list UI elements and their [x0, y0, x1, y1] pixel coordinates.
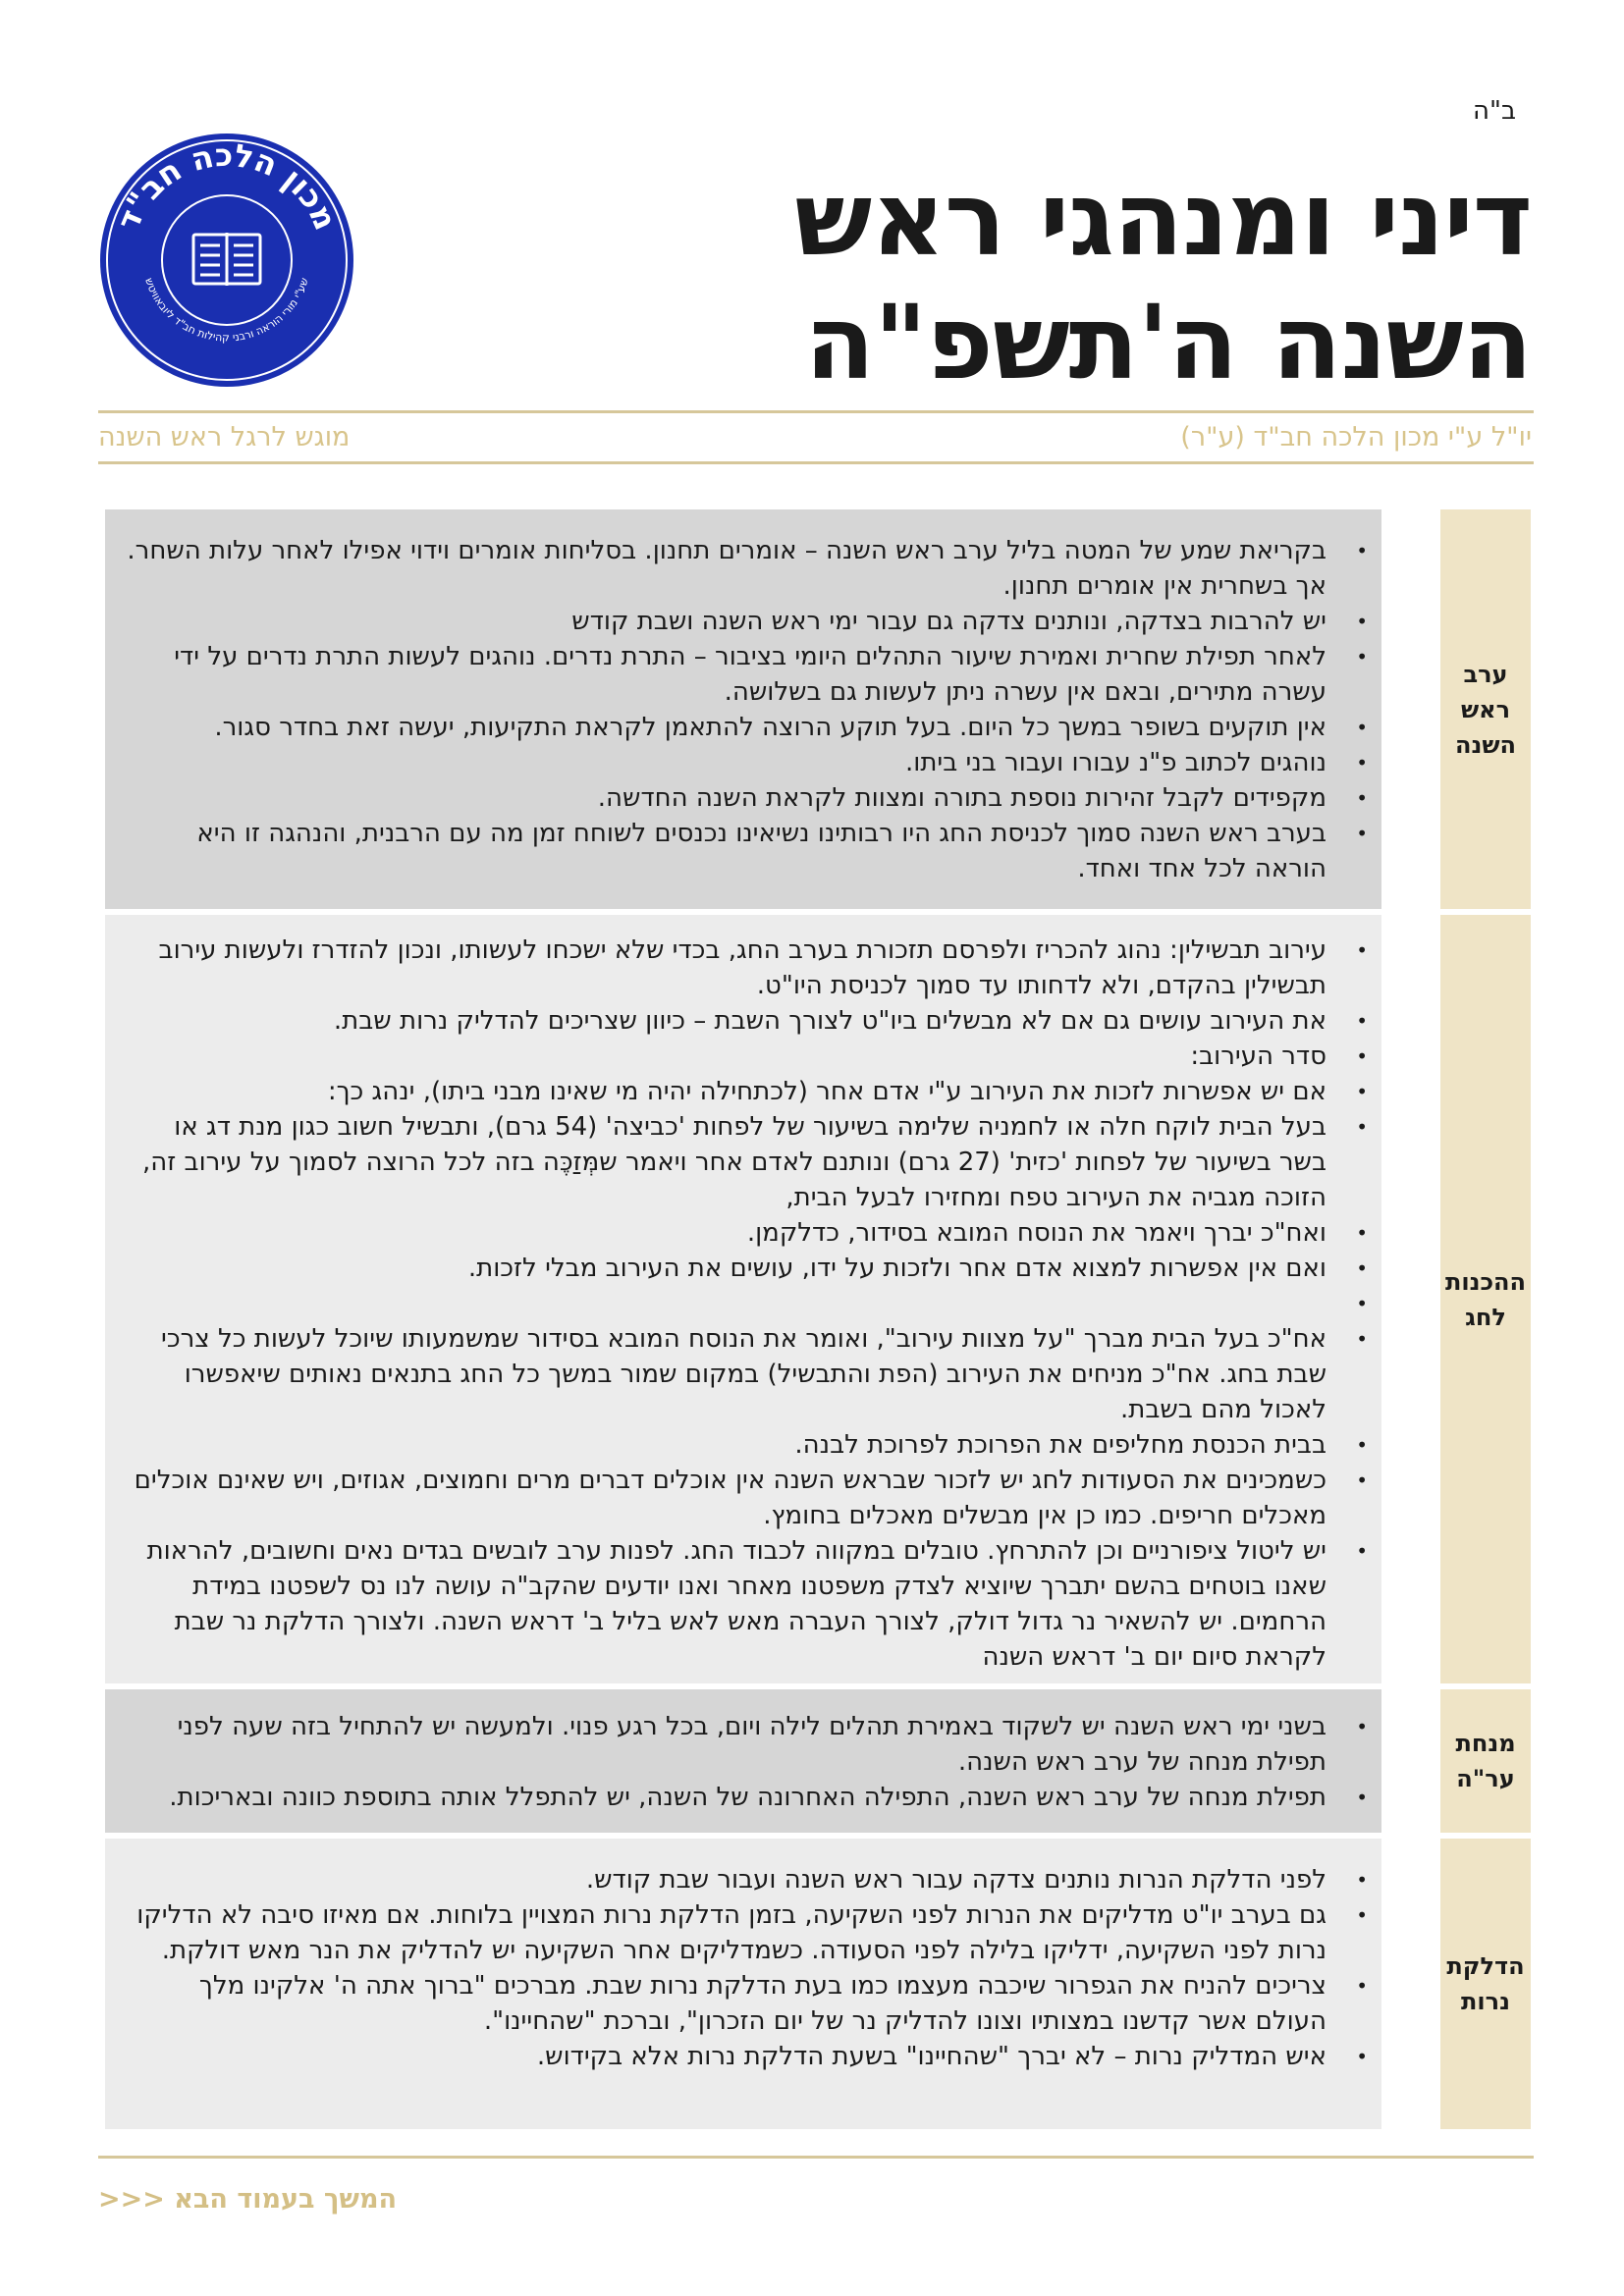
list-item: • בקריאת שמע של המטה בליל ערב ראש השנה – אומרים תחנון. בסליחות אומרים וידוי אפילו לאחר עלות השחר. אך בשחרית אין אומרים תחנון. [123, 533, 1326, 604]
list-item: • איש המדליק נרות – לא יברך "שהחיינו" בשעת הדלקת נרות אלא בקידוש. [123, 2039, 1326, 2074]
list-item: • צריכים להניח את הגפרור שיכבה מעצמו כמו בעת הדלקת נרות שבת. מברכים "ברוך אתה ה' אלקינו מלך העולם אשר קדשנו במצותיו וצונו להדליק נר של יום הזכרון", וברכת "שהחיינו". [123, 1968, 1326, 2039]
list-item: • סדר העירוב: [123, 1039, 1326, 1074]
logo-name: מכון הלכה חב"ד [109, 135, 345, 236]
list-item [123, 1286, 1326, 1321]
list-item: • מקפידים לקבל זהירות נוספת בתורה ומצוות לקראת השנה החדשה. [123, 780, 1326, 816]
page-title [648, 157, 1532, 404]
section-label-preparations: ההכנות לחג [1440, 915, 1531, 1683]
list-item: • בעל הבית לוקח חלה או לחמניה שלימה בשיעור של לפחות 'כביצה' (54 גרם), ותבשיל חשוב כגון מנת דג או בשר בשיעור של לפחות 'כזית' (27 גרם) ונותנם לאדם אחר ויאמר שמְּזַכֶּה בזה לכל הרוצה לסמוך על עירוב זה, הזוכה מגביה את העירוב טפח ומחזירו לבעל הבית, [123, 1109, 1326, 1215]
page-title-line-1: דיני ומנהגי ראש [794, 159, 1532, 279]
list-item: • יש להרבות בצדקה, ונותנים צדקה גם עבור ימי ראש השנה ושבת קודש [123, 604, 1326, 639]
list-item: • לפני הדלקת הנרות נותנים צדקה עבור ראש השנה ועבור שבת קודש. [123, 1862, 1326, 1897]
list-item: • אם יש אפשרות לזכות את העירוב ע"י אדם אחר (לכתחילה יהיה מי שאינו מבני ביתו), ינהג כך: [123, 1074, 1326, 1109]
top-divider [98, 410, 1534, 413]
dedication-line: מוגש לרגל ראש השנה [98, 422, 351, 453]
section-label-erev-rosh-hashana: ערב ראש השנה [1440, 509, 1531, 909]
section-label-mincha: מנחת ער"ה [1440, 1689, 1531, 1833]
header-bottom-divider [98, 461, 1534, 464]
section-candle-lighting [105, 1839, 1381, 2129]
section-mincha [105, 1689, 1381, 1833]
list-item: • בערב ראש השנה סמוך לכניסת החג היו רבותינו נשיאינו נכנסים לשוחח זמן מה עם הרבנית, והנהגה זו היא הוראה לכל אחד ואחד. [123, 816, 1326, 886]
page-title-line-2: השנה ה'תשפ"ה [804, 283, 1532, 402]
institute-seal-logo [98, 132, 355, 389]
list-item: • אח"כ בעל הבית מברך "על מצוות עירוב", ואומר את הנוסח המובא בסידור שמשמעותו שיוכל לעשות כל צרכי שבת בחג. אח"כ מניחים את העירוב (הפת והתבשיל) במקום שמור במשך כל החג בתנאים נאותים שיאפשרו לאכול מהם בשבת. [123, 1321, 1326, 1427]
logo-subtitle: שע"י מורי הוראה ורבני קהילות חב"ד ליובאוויטש [142, 276, 311, 345]
list-item: • בבית הכנסת מחליפים את הפרוכת לפרוכת לבנה. [123, 1427, 1326, 1463]
publisher-line: יו"ל ע"י מכון הלכה חב"ד (ע"ר) [1180, 422, 1532, 453]
list-item: • יש ליטול ציפורניים וכן להתרחץ. טובלים במקווה לכבוד החג. לפנות ערב לובשים בגדים נאים וחשובים, להראות שאנו בוטחים בהשם יתברך שיוציא לצדק משפטנו מאחר ואנו יודעים שהקב"ה עושה לנו נס לשפטנו במידת הרחמים. יש להשאיר נר גדול דולק, לצורך העברה מאש לאש בליל ב' דראש השנה. ולצורך הדלקת נר שבת לקראת סיום יום ב' דראש השנה [123, 1533, 1326, 1675]
list-item: • ואח"כ יברך ויאמר את הנוסח המובא בסידור, כדלקמן. [123, 1215, 1326, 1251]
list-item: • תפילת מנחה של ערב ראש השנה, התפילה האחרונה של השנה, יש להתפלל אותה בתוספת כוונה ובאריכות. [123, 1780, 1326, 1815]
continue-next-page-link[interactable]: המשך בעמוד הבא <<< [98, 2184, 398, 2215]
section-label-candle-lighting: הדלקת נרות [1440, 1839, 1531, 2129]
bh-mark: ב"ה [1473, 96, 1516, 126]
section-preparations [105, 915, 1381, 1683]
list-item: • לאחר תפילת שחרית ואמירת שיעור התהלים היומי בציבור – התרת נדרים. נוהגים לעשות התרת נדרים על ידי עשרה מתירים, ובאם אין עשרה ניתן לעשות גם בשלושה. [123, 639, 1326, 710]
list-item: • את העירוב עושים גם אם לא מבשלים ביו"ט לצורך השבת – כיוון שצריכים להדליק נרות שבת. [123, 1003, 1326, 1039]
list-item: • ואם אין אפשרות למצוא אדם אחר ולזכות על ידו, עושים את העירוב מבלי לזכות. [123, 1251, 1326, 1286]
list-item: • גם בערב יו"ט מדליקים את הנרות לפני השקיעה, בזמן הדלקת נרות המצויין בלוחות. אם מאיזו סיבה לא הדליקו נרות לפני השקיעה, ידליקו בלילה לפני הסעודה. כשמדליקים אחר השקיעה יש להדליק את הנר מאש דולקת. [123, 1897, 1326, 1968]
list-item: • עירוב תבשילין: נהוג להכריז ולפרסם תזכורת בערב החג, בכדי שלא ישכחו לעשותו, ונכון להזדרז ולעשות עירוב תבשילין בהקדם, ולא לדחותו עד סמוך לכניסת היו"ט. [123, 933, 1326, 1003]
list-item: • כשמכינים את הסעודות לחג יש לזכור שבראש השנה אין אוכלים דברים מרים וחמוצים, אגוזים, ויש שאינם אוכלים מאכלים חריפים. כמו כן אין מבשלים מאכלים בחומץ. [123, 1463, 1326, 1533]
list-item: • נוהגים לכתוב פ"נ עבורו ועבור בני ביתו. [123, 745, 1326, 780]
list-item: • אין תוקעים בשופר במשך כל היום. בעל תוקע הרוצה להתאמן לקראת התקיעות, יעשה זאת בחדר סגור. [123, 710, 1326, 745]
footer-divider [98, 2156, 1534, 2159]
list-item: • בשני ימי ראש השנה יש לשקוד באמירת תהלים לילה ויום, בכל רגע פנוי. ולמעשה יש להתחיל בזה שעה לפני תפילת מנחה של ערב ראש השנה. [123, 1709, 1326, 1780]
section-erev-rosh-hashana [105, 509, 1381, 909]
